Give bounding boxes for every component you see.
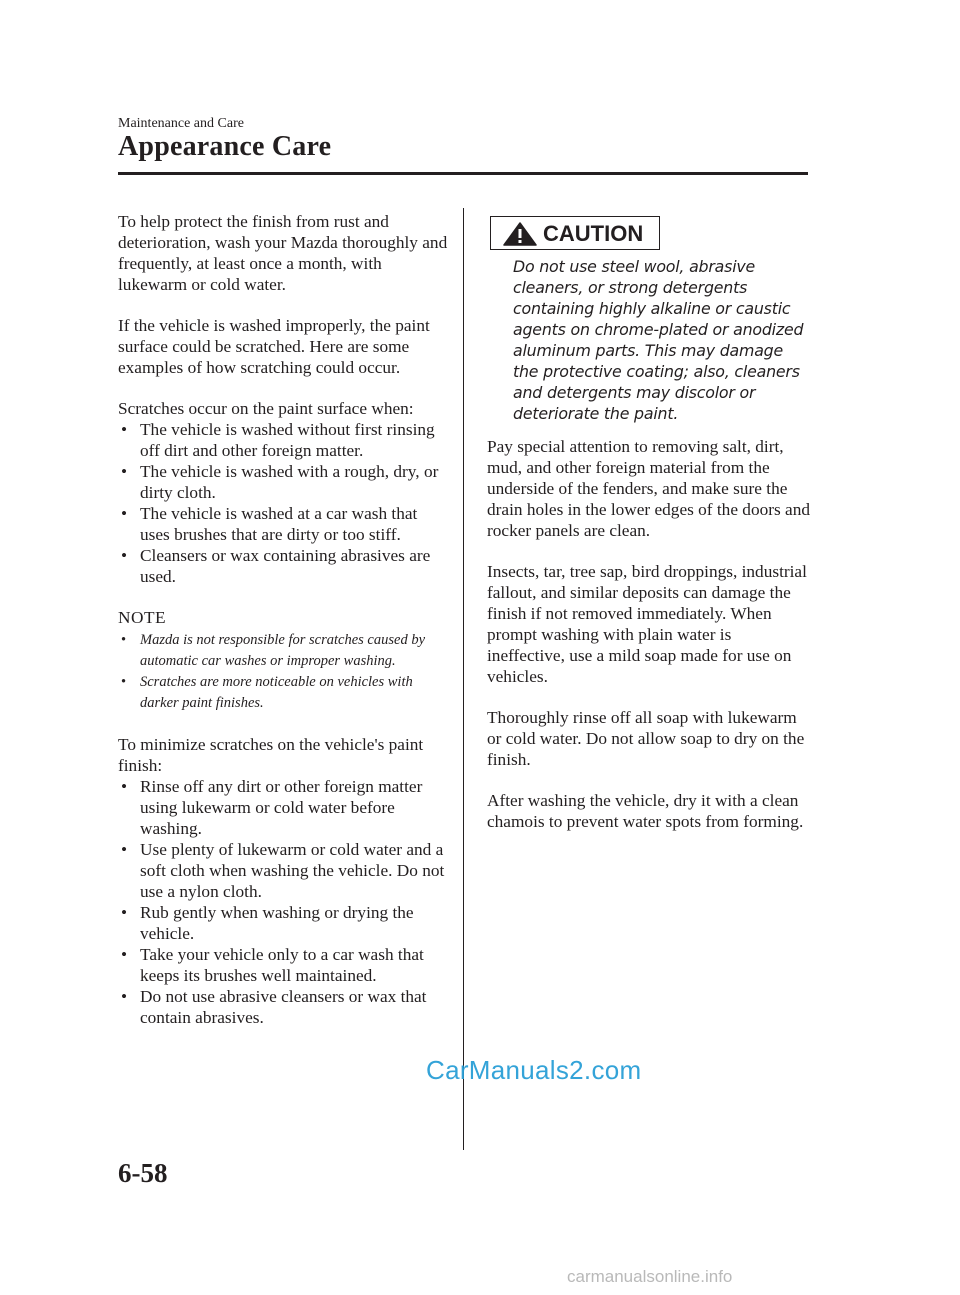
list-item: • Rinse off any dirt or other foreign matter using lukewarm or cold water before washing. xyxy=(118,776,448,839)
dry-paragraph: After washing the vehicle, dry it with a clean chamois to prevent water spots from forming. xyxy=(487,791,804,831)
minimize-lead: To minimize scratches on the vehicle's paint finish: xyxy=(118,735,424,775)
page-number: 6-58 xyxy=(118,1158,168,1188)
list-item: • Do not use abrasive cleansers or wax that contain abrasives. xyxy=(118,986,448,1028)
list-item: • Use plenty of lukewarm or cold water and a soft cloth when washing the vehicle. Do not use a nylon cloth. xyxy=(118,839,448,902)
minimize-tips-list xyxy=(118,776,448,1028)
deposits-paragraph: Insects, tar, tree sap, bird droppings, industrial fallout, and similar deposits can damage the finish if not removed immediately. When prompt washing with plain water is ineffective, use a mild soap made for use on vehicles. xyxy=(487,562,807,686)
improper-wash-paragraph: If the vehicle is washed improperly, the paint surface could be scratched. Here are some examples of how scratching could occur. xyxy=(118,316,430,377)
list-item: • Cleansers or wax containing abrasives are used. xyxy=(118,545,448,587)
title-rule xyxy=(118,172,808,175)
note-label: NOTE xyxy=(118,608,167,627)
right-column xyxy=(487,436,812,852)
column-divider xyxy=(463,208,464,1150)
list-item: • The vehicle is washed with a rough, dry, or dirty cloth. xyxy=(118,461,448,503)
note-item: • Scratches are more noticeable on vehicles with darker paint finishes. xyxy=(118,672,448,714)
note-item: • Mazda is not responsible for scratches caused by automatic car washes or improper washing. xyxy=(118,630,448,672)
warning-triangle-icon xyxy=(503,222,537,251)
list-item: • The vehicle is washed at a car wash that uses brushes that are dirty or too stiff. xyxy=(118,503,448,545)
scratch-causes-list xyxy=(118,419,448,587)
caution-box xyxy=(490,216,660,250)
left-column xyxy=(118,211,448,1048)
note-list xyxy=(118,630,448,714)
caution-text: Do not use steel wool, abrasive cleaners, or strong detergents containing highly alkaline or caustic agents on chrome-plated or anodized aluminum parts. This may damage the protective coating; also, cleaners and detergents may discolor or deteriorate the paint. xyxy=(513,257,804,423)
list-item: • Rub gently when washing or drying the vehicle. xyxy=(118,902,448,944)
scratches-lead: Scratches occur on the paint surface when: xyxy=(118,399,414,418)
list-item: • The vehicle is washed without first rinsing off dirt and other foreign matter. xyxy=(118,419,448,461)
site-watermark: carmanualsonline.info xyxy=(567,1267,733,1286)
rinse-paragraph: Thoroughly rinse off all soap with lukewarm or cold water. Do not allow soap to dry on the finish. xyxy=(487,708,805,769)
page-title: Appearance Care xyxy=(118,131,332,162)
intro-paragraph: To help protect the finish from rust and deterioration, wash your Mazda thoroughly and frequently, at least once a month, with lukewarm or cold water. xyxy=(118,212,448,294)
section-label: Maintenance and Care xyxy=(118,116,244,131)
watermark-link[interactable]: CarManuals2.com xyxy=(426,1055,642,1085)
salt-dirt-paragraph: Pay special attention to removing salt, dirt, mud, and other foreign material from the underside of the fenders, and make sure the drain holes in the lower edges of the doors and rocker panels are clean. xyxy=(487,437,810,540)
list-item: • Take your vehicle only to a car wash that keeps its brushes well maintained. xyxy=(118,944,448,986)
caution-label: CAUTION xyxy=(543,221,644,246)
